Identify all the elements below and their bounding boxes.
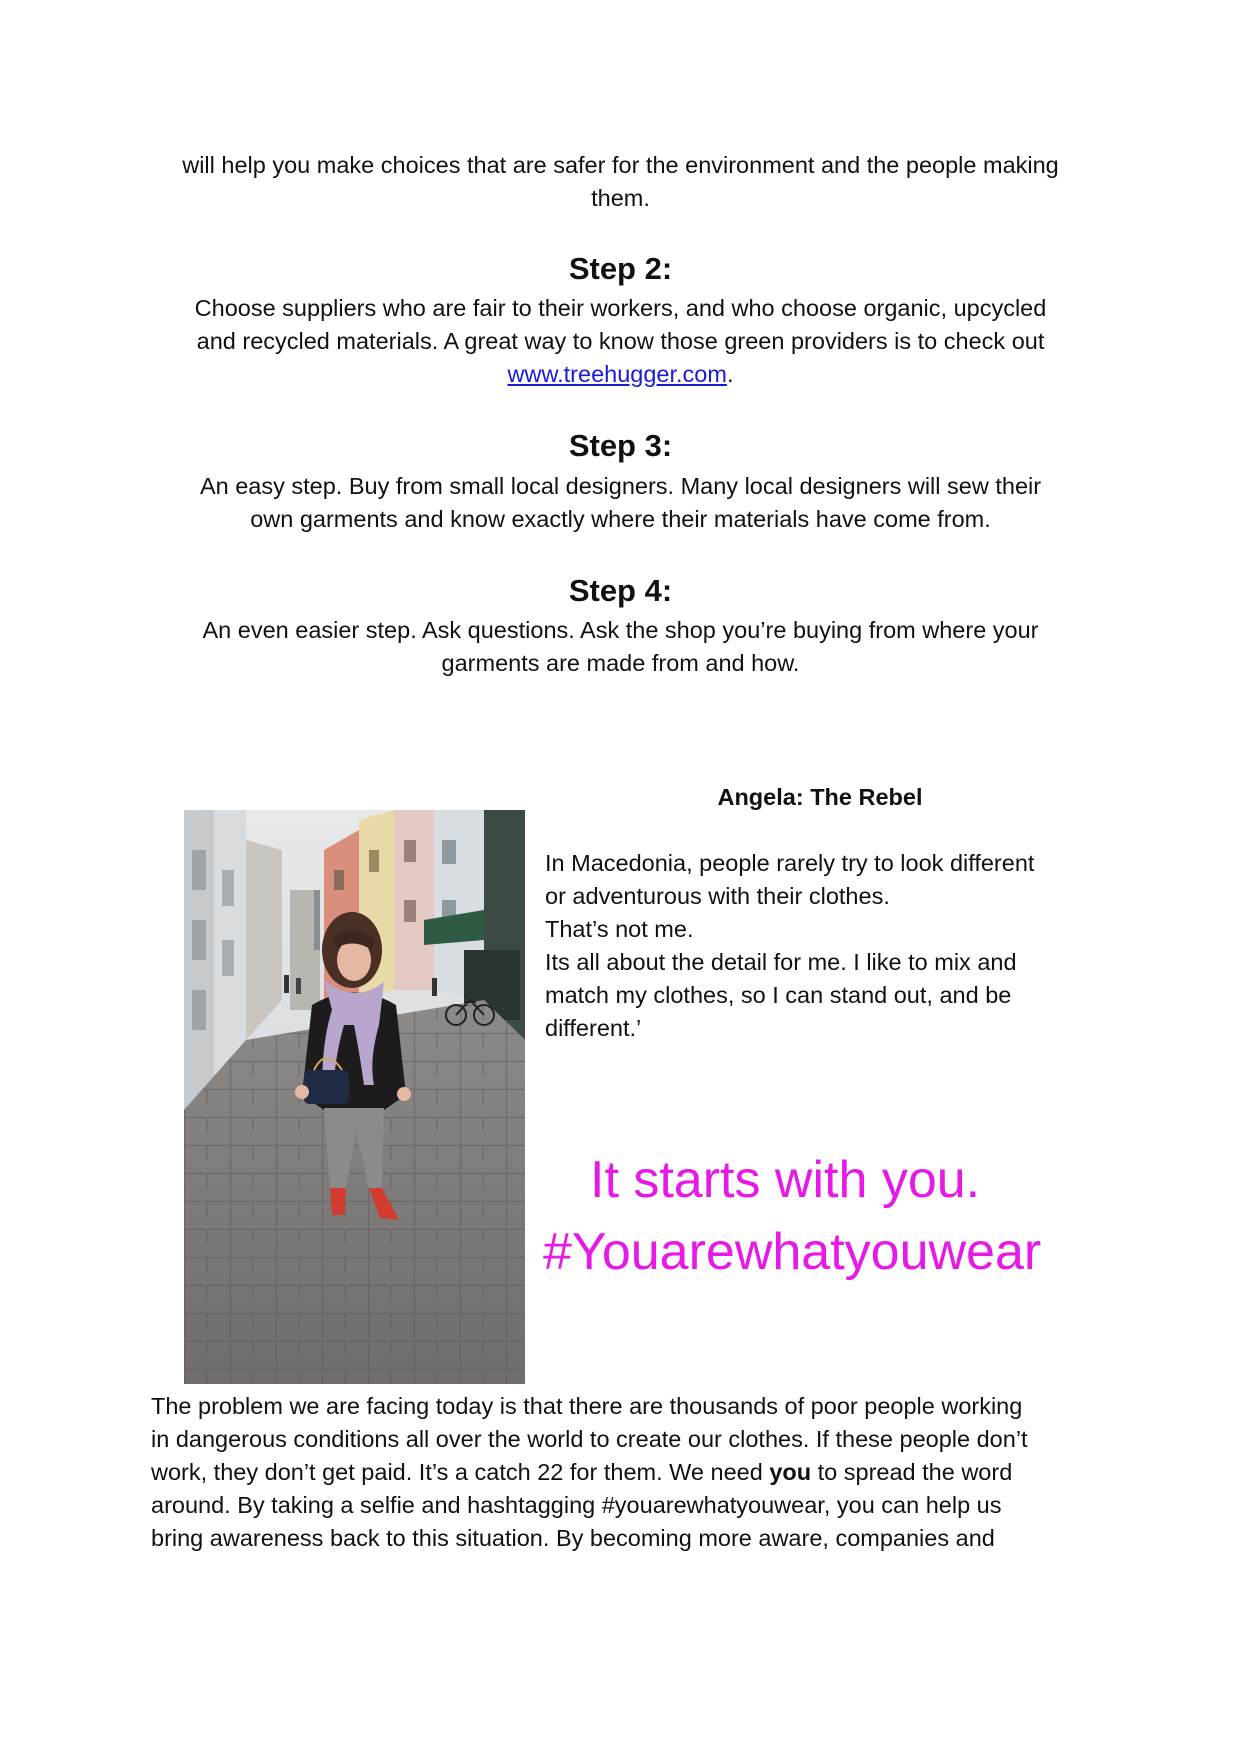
step-2-line-1: Choose suppliers who are fair to their workers, and who choose organic, upcycled: [194, 295, 1047, 321]
step-3-paragraph: [150, 470, 1091, 536]
step-2-heading: Step 2:: [568, 251, 673, 286]
closing-line-3: [151, 1456, 1101, 1489]
slogan-line-1: It starts with you.: [590, 1151, 981, 1209]
closing-paragraph: [151, 1390, 1101, 1555]
profile-line: Its all about the detail for me. I like to mix and: [545, 949, 1017, 975]
step-2-paragraph: [150, 292, 1091, 391]
profile-line: different.’: [545, 1015, 642, 1041]
step-4-heading: Step 4:: [568, 573, 673, 608]
step-3-heading: Step 3:: [568, 428, 673, 463]
street-photo-illustration: [184, 810, 525, 1384]
treehugger-link[interactable]: www.treehugger.com: [507, 361, 727, 387]
step-2-line-2: and recycled materials. A great way to know those green providers is to check out: [196, 328, 1045, 354]
profile-heading: Angela: The Rebel: [717, 784, 923, 810]
profile-line: or adventurous with their clothes.: [545, 883, 890, 909]
profile-line: In Macedonia, people rarely try to look different: [545, 850, 1035, 876]
intro-line-2: them.: [591, 185, 650, 211]
street-photo: [184, 810, 525, 1384]
step-2-period: .: [726, 361, 734, 387]
closing-line-3-end: to spread the word: [811, 1459, 1013, 1485]
closing-line-2: in dangerous conditions all over the world to create our clothes. If these people don’t: [151, 1426, 1028, 1452]
step-4-paragraph: [150, 614, 1091, 680]
step-4-line-2: garments are made from and how.: [441, 650, 800, 676]
profile-quote: [545, 847, 1085, 1045]
intro-line-1: will help you make choices that are safer for the environment and the people making: [182, 152, 1059, 178]
closing-line-4: around. By taking a selfie and hashtagging #youarewhatyouwear, you can help us: [151, 1492, 1002, 1518]
closing-emphasis-you: you: [769, 1459, 812, 1485]
profile-line: That’s not me.: [545, 916, 694, 942]
step-4-line-1: An even easier step. Ask questions. Ask the shop you’re buying from where your: [202, 617, 1039, 643]
step-2-line-3: [150, 358, 1091, 391]
closing-line-5: bring awareness back to this situation. By becoming more aware, companies and: [151, 1525, 995, 1551]
closing-line-1: The problem we are facing today is that there are thousands of poor people working: [151, 1393, 1023, 1419]
closing-line-3-start: work, they don’t get paid. It’s a catch 22 for them. We need: [151, 1459, 770, 1485]
intro-paragraph: [150, 149, 1091, 215]
step-3-line-2: own garments and know exactly where their materials have come from.: [250, 506, 991, 532]
step-3-line-1: An easy step. Buy from small local designers. Many local designers will sew their: [199, 473, 1042, 499]
slogan-hashtag: #Youarewhatyouwear: [543, 1223, 1042, 1281]
profile-line: match my clothes, so I can stand out, and be: [545, 982, 1012, 1008]
